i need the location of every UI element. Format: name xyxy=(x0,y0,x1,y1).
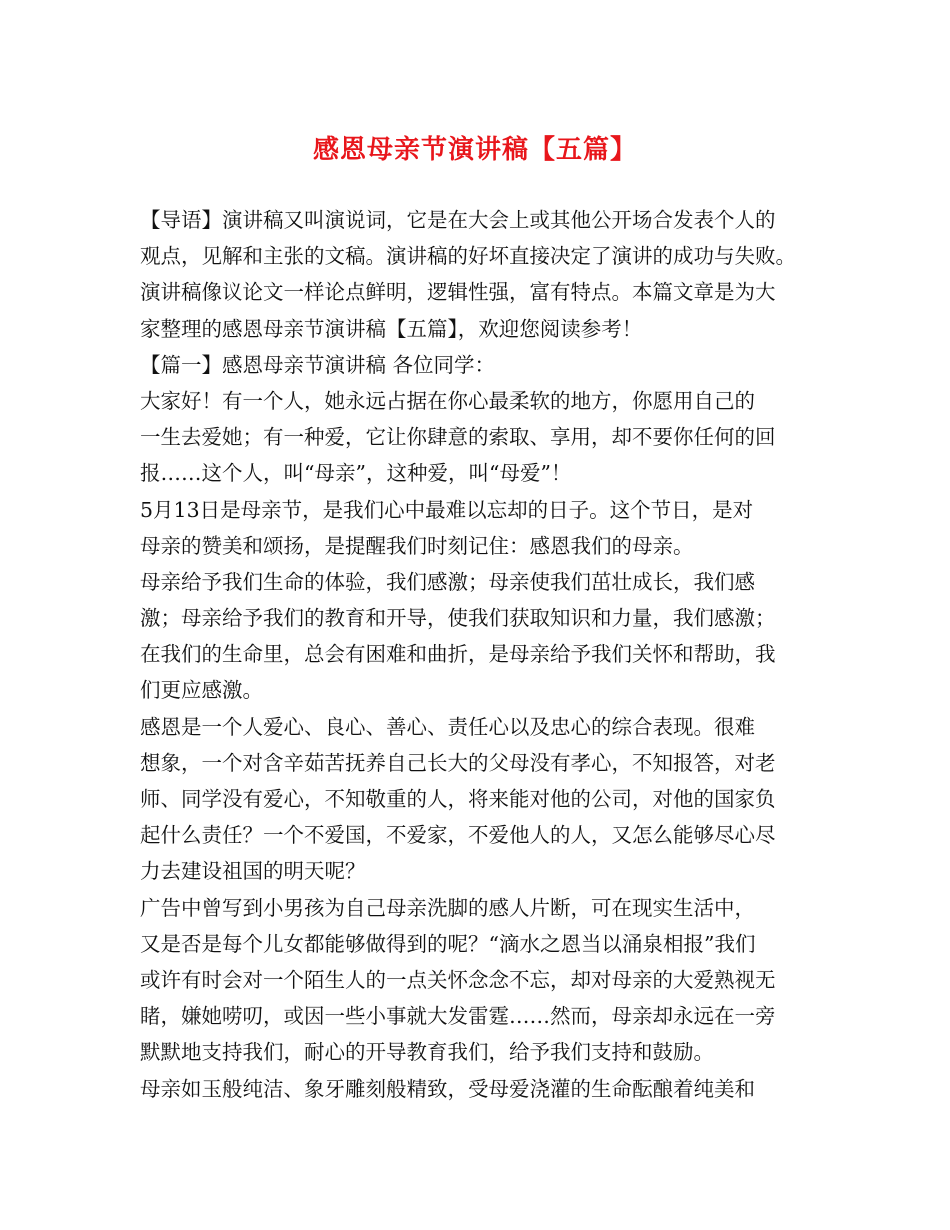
paragraph-line: 母亲的赞美和颂扬，是提醒我们时刻记住：感恩我们的母亲。 xyxy=(140,533,694,558)
paragraph-line: 又是否是每个儿女都能够做得到的呢？“滴水之恩当以涌泉相报”我们 xyxy=(140,931,756,956)
paragraph-line: 5月13日是母亲节，是我们心中最难以忘却的日子。这个节日，是对 xyxy=(140,497,754,522)
paragraph-line: 们更应感激。 xyxy=(140,678,263,703)
document-title: 感恩母亲节演讲稿【五篇】 xyxy=(312,135,637,165)
paragraph-line: 感恩是一个人爱心、良心、善心、责任心以及忠心的综合表现。很难 xyxy=(140,714,755,739)
paragraph-line: 一生去爱她；有一种爱，它让你肆意的索取、享用，却不要你任何的回 xyxy=(140,425,776,450)
paragraph-line: 【导语】演讲稿又叫演说词，它是在大会上或其他公开场合发表个人的 xyxy=(140,208,776,232)
paragraph-line: 师、同学没有爱心，不知敬重的人，将来能对他的公司，对他的国家负 xyxy=(140,787,776,811)
paragraph-line: 母亲给予我们生命的体验，我们感激；母亲使我们茁壮成长，我们感 xyxy=(140,569,755,594)
paragraph-line: 大家好！有一个人，她永远占据在你心最柔软的地方，你愿用自己的 xyxy=(140,388,755,413)
paragraph-line: 观点，见解和主张的文稿。演讲稿的好坏直接决定了演讲的成功与失败。 xyxy=(140,244,796,269)
paragraph-line: 【篇一】感恩母亲节演讲稿 各位同学： xyxy=(140,352,496,377)
document-body xyxy=(140,202,830,1107)
paragraph-line: 或许有时会对一个陌生人的一点关怀念念不忘，却对母亲的大爱熟视无 xyxy=(140,967,776,992)
paragraph-line: 激；母亲给予我们的教育和开导，使我们获取知识和力量，我们感激； xyxy=(140,606,776,631)
paragraph-line: 演讲稿像议论文一样论点鲜明，逻辑性强，富有特点。本篇文章是为大 xyxy=(140,280,776,305)
paragraph-line: 报……这个人，叫“母亲”，这种爱，叫“母爱”！ xyxy=(140,461,572,486)
paragraph-line: 默默地支持我们，耐心的开导教育我们，给予我们支持和鼓励。 xyxy=(140,1040,714,1065)
paragraph-line: 想象，一个对含辛茹苦抚养自己长大的父母没有孝心，不知报答，对老 xyxy=(140,750,776,775)
paragraph-line: 在我们的生命里，总会有困难和曲折，是母亲给予我们关怀和帮助，我 xyxy=(140,642,776,667)
paragraph-line: 力去建设祖国的明天呢？ xyxy=(140,859,366,884)
paragraph-line: 睹，嫌她唠叨，或因一些小事就大发雷霆……然而，母亲却永远在一旁 xyxy=(140,1004,776,1029)
paragraph-line: 起什么责任？一个不爱国，不爱家，不爱他人的人，又怎么能够尽心尽 xyxy=(140,823,776,848)
paragraph-line: 家整理的感恩母亲节演讲稿【五篇】，欢迎您阅读参考！ xyxy=(140,316,643,341)
paragraph-line: 母亲如玉般纯洁、象牙雕刻般精致，受母爱浇灌的生命酝酿着纯美和 xyxy=(140,1076,755,1101)
paragraph-line: 广告中曾写到小男孩为自己母亲洗脚的感人片断，可在现实生活中， xyxy=(140,895,755,920)
